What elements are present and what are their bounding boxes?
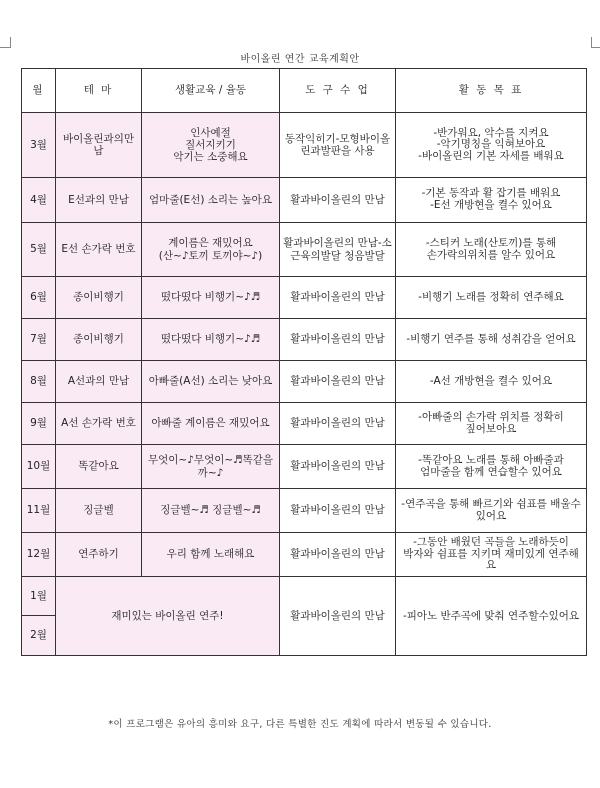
header-goal: 활 동 목 표 — [396, 69, 587, 113]
theme-cell: A선과의 만남 — [56, 361, 142, 403]
goal-cell: -연주곡을 통해 빠르기와 쉼표를 배울수 있어요 — [396, 489, 587, 533]
document-title: 바이올린 연간 교육계획안 — [240, 54, 360, 65]
tool-cell: 활과바이올린의 만남 — [280, 445, 396, 489]
tool-cell: 활과바이올린의 만남 — [280, 489, 396, 533]
tool-cell: 활과바이올린의 만남-소근육의발달 청음발달 — [280, 223, 396, 277]
goal-cell: -A선 개방현을 켤수 있어요 — [396, 361, 587, 403]
education-plan-table — [21, 68, 587, 656]
theme-cell: E선과의 만남 — [56, 178, 142, 223]
table-row — [22, 361, 587, 403]
life-cell: 엄마줄(E선) 소리는 높아요 — [142, 178, 280, 223]
month-cell: 1월 — [22, 577, 56, 616]
tool-cell: 활과바이올린의 만남 — [280, 577, 396, 656]
month-cell: 12월 — [22, 533, 56, 577]
tool-cell: 활과바이올린의 만남 — [280, 403, 396, 445]
life-cell: 무엇이~♪무엇이~♬똑같을까~♪ — [142, 445, 280, 489]
goal-cell: -그동안 배웠던 곡들을 노래하듯이 박자와 쉼표를 지키며 재미있게 연주해요 — [396, 533, 587, 577]
life-cell: 아빠줄(A선) 소리는 낮아요 — [142, 361, 280, 403]
theme-cell: A선 손가락 번호 — [56, 403, 142, 445]
tool-cell: 활과바이올린의 만남 — [280, 361, 396, 403]
header-theme: 테 마 — [56, 69, 142, 113]
month-cell: 10월 — [22, 445, 56, 489]
corner-mark-left — [0, 37, 11, 48]
table-row — [22, 277, 587, 319]
merged-theme-cell: 재미있는 바이올린 연주! — [56, 577, 280, 656]
table-row — [22, 223, 587, 277]
goal-cell: -기본 동작과 활 잡기를 배워요 -E선 개방현을 켤수 있어요 — [396, 178, 587, 223]
table-row — [22, 533, 587, 577]
theme-cell: 종이비행기 — [56, 277, 142, 319]
month-cell: 4월 — [22, 178, 56, 223]
life-cell: 떴다떴다 비행기~♪♬ — [142, 319, 280, 361]
goal-cell: -스티커 노래(산토끼)를 통해 손가락의위치를 알수 있어요 — [396, 223, 587, 277]
header-tool: 도 구 수 업 — [280, 69, 396, 113]
tool-cell: 동작익히기-모형바이올린과발판을 사용 — [280, 113, 396, 178]
life-cell: 계이름은 재밌어요 (산~♪토끼 토끼야~♪) — [142, 223, 280, 277]
month-cell: 7월 — [22, 319, 56, 361]
life-cell: 징글벨~♬ 징글벨~♬ — [142, 489, 280, 533]
table-row — [22, 319, 587, 361]
goal-cell: -비행기 노래를 정확히 연주해요 — [396, 277, 587, 319]
goal-cell: -아빠줄의 손가락 위치를 정확히 짚어보아요 — [396, 403, 587, 445]
goal-cell: -비행기 연주를 통해 성취감을 얻어요 — [396, 319, 587, 361]
table-row — [22, 577, 587, 616]
tool-cell: 활과바이올린의 만남 — [280, 533, 396, 577]
goal-cell: -반가워요, 악수를 지켜요 -악기명칭을 익혀보아요 -바이올린의 기본 자세를 배워요 — [396, 113, 587, 178]
theme-cell: E선 손가락 번호 — [56, 223, 142, 277]
table-row — [22, 403, 587, 445]
footnote: *이 프로그램은 유아의 흥미와 요구, 다른 특별한 진도 계획에 따라서 변동될 수 있습니다. — [108, 719, 492, 730]
tool-cell: 활과바이올린의 만남 — [280, 319, 396, 361]
corner-mark-right — [591, 37, 600, 48]
table-row — [22, 445, 587, 489]
tool-cell: 활과바이올린의 만남 — [280, 277, 396, 319]
month-cell: 9월 — [22, 403, 56, 445]
table-row — [22, 489, 587, 533]
theme-cell: 바이올린과의만남 — [56, 113, 142, 178]
life-cell: 우리 함께 노래해요 — [142, 533, 280, 577]
tool-cell: 활과바이올린의 만남 — [280, 178, 396, 223]
theme-cell: 징글벨 — [56, 489, 142, 533]
month-cell: 6월 — [22, 277, 56, 319]
table-header-row — [22, 69, 587, 113]
header-month: 월 — [22, 69, 56, 113]
month-cell: 11월 — [22, 489, 56, 533]
table-row — [22, 178, 587, 223]
table-row — [22, 113, 587, 178]
month-cell: 8월 — [22, 361, 56, 403]
goal-cell: -피아노 반주곡에 맞춰 연주할수있어요 — [396, 577, 587, 656]
month-cell: 5월 — [22, 223, 56, 277]
theme-cell: 종이비행기 — [56, 319, 142, 361]
life-cell: 아빠줄 계이름은 재밌어요 — [142, 403, 280, 445]
month-cell: 3월 — [22, 113, 56, 178]
table-body — [22, 113, 587, 656]
theme-cell: 똑같아요 — [56, 445, 142, 489]
header-life: 생활교육 / 율동 — [142, 69, 280, 113]
life-cell: 인사예절 질서지키기 악기는 소중해요 — [142, 113, 280, 178]
month-cell: 2월 — [22, 616, 56, 656]
life-cell: 떴다떴다 비행기~♪♬ — [142, 277, 280, 319]
goal-cell: -똑같아요 노래를 통해 아빠줄과 엄마줄을 함께 연습할수 있어요 — [396, 445, 587, 489]
theme-cell: 연주하기 — [56, 533, 142, 577]
